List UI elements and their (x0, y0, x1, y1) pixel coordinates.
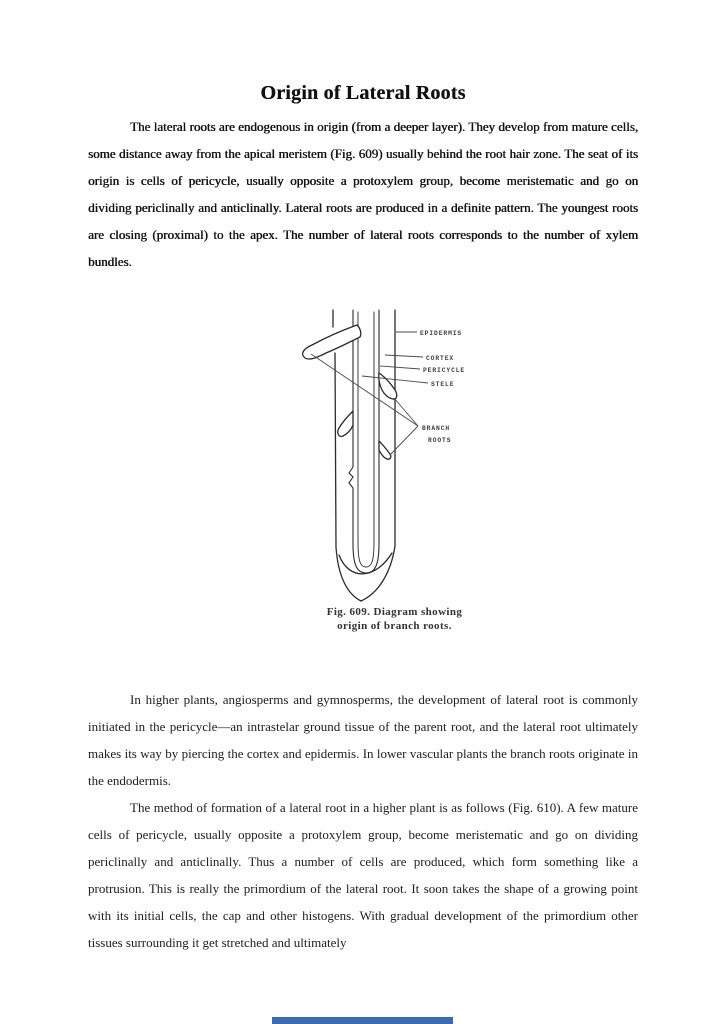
root-diagram (295, 304, 470, 606)
diagram-label-branch-roots-line1: BRANCH (422, 425, 451, 432)
figure-caption-line2: origin of branch roots. (337, 619, 452, 632)
paragraph-formation-method: The method of formation of a lateral root in a higher plant is as follows (Fig. 610). A few mature cells of pericycle, usually opposite a protoxylem group, become meristematic and go on dividing periclinally and anticlinally. Thus a number of cells are produced, which form something like a protrusion. This is really the primordium of the lateral root. It soon takes the shape of a growing point with its initial cells, the cap and other histogens. With gradual development of the primordium other tissues surrounding it get stretched and ultimately (88, 800, 638, 950)
page-title: Origin of Lateral Roots (260, 82, 466, 104)
diagram-label-cortex: CORTEX (426, 355, 455, 362)
diagram-label-epidermis: EPIDERMIS (420, 330, 463, 337)
left-rail-notch (348, 467, 356, 488)
paragraph-higher-plants: In higher plants, angiosperms and gymnosperms, the development of lateral root is commonly initiated in the pericycle—an intrastelar ground tissue of the parent root, and the lateral root ultimately makes its way by piercing the cortex and epidermis. In lower vascular plants the branch roots originate in the endodermis. (88, 692, 638, 788)
body-text-block (88, 686, 638, 956)
page-bottom-accent-bar (272, 1017, 453, 1024)
diagram-label-stele: STELE (431, 381, 455, 388)
branch-root-horns (303, 325, 397, 459)
diagram-label-branch-roots-line2: ROOTS (428, 437, 452, 444)
diagram-label-pericycle: PERICYCLE (423, 367, 466, 374)
figure-caption (277, 606, 512, 633)
paragraph-intro: The lateral roots are endogenous in origin (from a deeper layer). They develop from mature cells, some distance away from the apical meristem (Fig. 609) usually behind the root hair zone. The seat of its origin is cells of pericycle, usually opposite a protoxylem group, become meristematic and go on dividing periclinally and anticlinally. Lateral roots are produced in a definite pattern. The youngest roots are closing (proximal) to the apex. The number of lateral roots corresponds to the number of xylem bundles. (88, 119, 638, 269)
figure-caption-line1: Fig. 609. Diagram showing (326, 606, 463, 618)
